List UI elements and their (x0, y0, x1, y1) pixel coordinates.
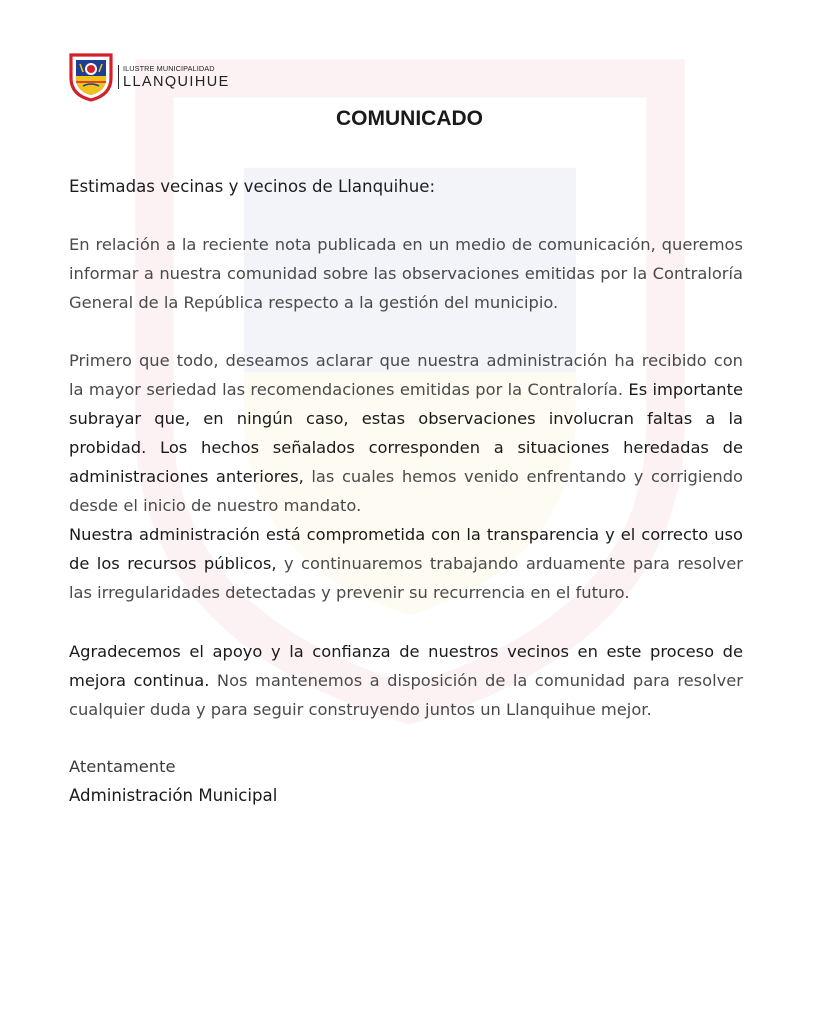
closing: Atentamente (69, 757, 176, 776)
paragraph-text: las cuales hemos venido enfrentando y corrigiendo desde el inicio de nuestro mandato. (69, 467, 743, 515)
greeting: Estimadas vecinas y vecinos de Llanquihue: (69, 177, 436, 196)
paragraph-1 (69, 230, 743, 317)
paragraph-text: y continuaremos trabajando arduamente para resolver las irregularidades detectadas y prevenir su recurrencia en el futuro. (69, 554, 743, 602)
paragraph-4 (69, 637, 743, 724)
paragraph-text: Nos mantenemos a disposición de la comunidad para resolver cualquier duda y para seguir construyendo juntos un Llanquihue mejor. (69, 671, 743, 719)
paragraph-text: En relación a la reciente nota publicada en un medio de comunicación, queremos informar a nuestra comunidad sobre las observaciones emitidas por la Contraloría General de la República respecto a la gestión del municipio. (69, 235, 743, 312)
letter-body (69, 172, 743, 810)
coat-of-arms-icon (68, 52, 114, 102)
paragraph-3 (69, 520, 743, 607)
municipality-logo (68, 52, 230, 102)
page-title: COMUNICADO (336, 107, 483, 130)
paragraph-emphasis: Es importante subrayar que, en ningún caso, estas observaciones involucran faltas a la probidad. Los hechos señalados corresponden a situaciones heredadas de administraciones anteriores, (69, 380, 743, 486)
paragraph-emphasis: Agradecemos el apoyo y la confianza de nuestros vecinos en este proceso de mejora continua. (69, 642, 743, 690)
paragraph-emphasis: Nuestra administración está comprometida con la transparencia y el correcto uso de los recursos públicos, (69, 525, 743, 573)
signature: Administración Municipal (69, 786, 278, 805)
logo-subtitle: ILUSTRE MUNICIPALIDAD (123, 63, 215, 73)
paragraph-2 (69, 346, 743, 520)
logo-name: LLANQUIHUE (123, 73, 230, 90)
paragraph-text: Primero que todo, deseamos aclarar que nuestra administración ha recibido con la mayor seriedad las recomendaciones emitidas por la Contraloría. (69, 351, 743, 399)
